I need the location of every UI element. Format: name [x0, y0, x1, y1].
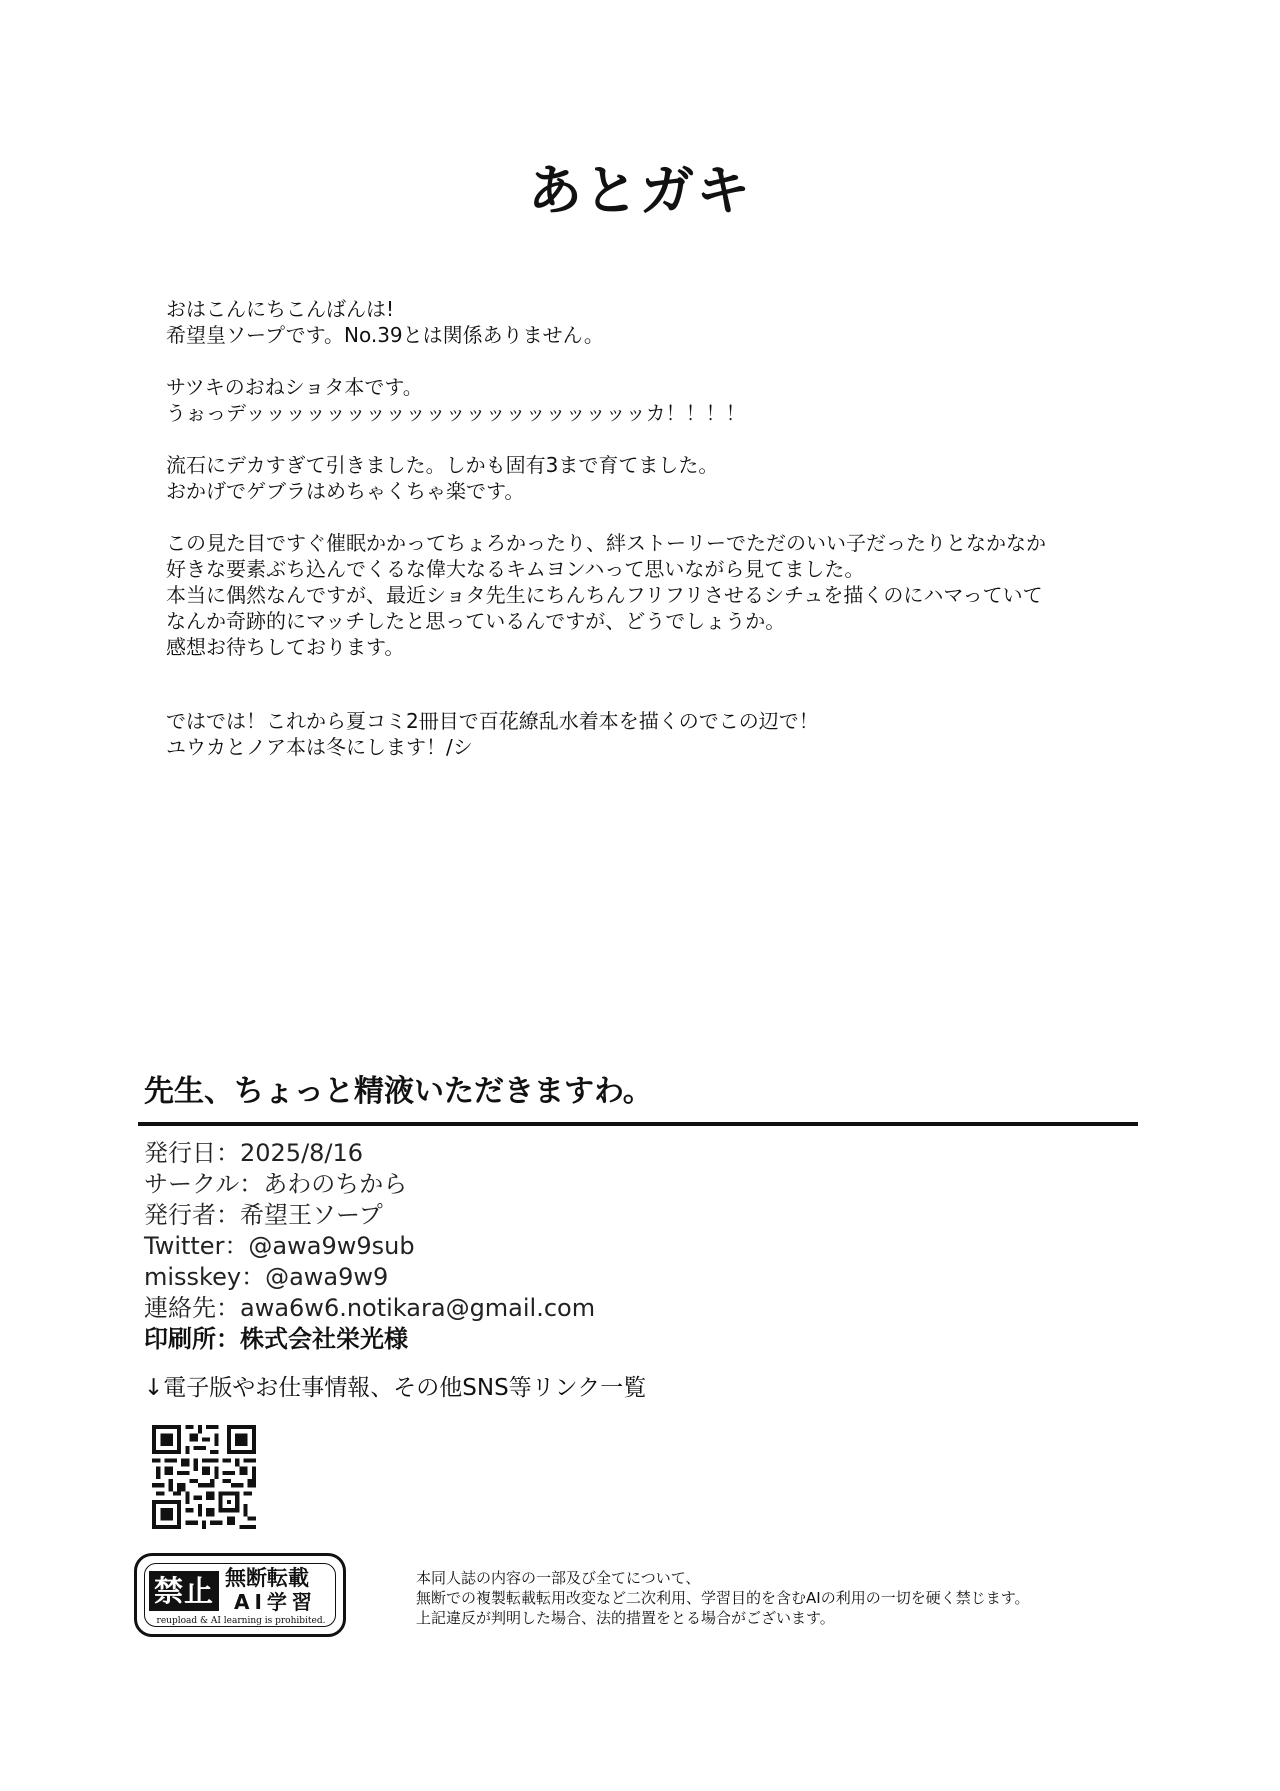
afterword-paragraph	[166, 452, 1126, 504]
page-title: あとガキ	[528, 159, 752, 222]
badge-line-1: 無断転載	[225, 1566, 309, 1590]
afterword-paragraph	[166, 296, 1126, 348]
book-title: 先生、ちょっと精液いただきますわ。	[144, 1074, 653, 1109]
colophon	[138, 1068, 1138, 1403]
afterword-line: 感想お待ちしております。	[166, 635, 405, 659]
afterword-line: サツキのおねショタ本です。	[166, 375, 423, 399]
no-reupload-badge	[134, 1553, 346, 1637]
divider	[138, 1122, 1138, 1126]
badge-english: reupload & AI learning is prohibited.	[156, 1616, 326, 1626]
afterword-line: 希望皇ソープです。No.39とは関係ありません。	[166, 323, 604, 347]
afterword-line: 好きな要素ぶち込んでくるな偉大なるキムヨンハって思いながら見てました。	[166, 557, 865, 581]
badge-prohibited-label: 禁止	[149, 1571, 219, 1611]
afterword-paragraph	[166, 374, 1126, 426]
printer: 印刷所：株式会社栄光様	[144, 1325, 408, 1353]
afterword-line: なんか奇跡的にマッチしたと思っているんですが、どうでしょうか。	[166, 609, 786, 633]
notice-line: 無断での複製転載転用改変など二次利用、学習目的を含むAIの利用の一切を硬く禁じます。	[416, 1589, 1030, 1607]
afterword-body	[166, 296, 1126, 786]
publisher: 発行者：希望王ソープ	[144, 1201, 383, 1229]
badge-line-2: AI学習	[234, 1590, 317, 1614]
contact-email: 連絡先：awa6w6.notikara@gmail.com	[144, 1294, 596, 1322]
notice-line: 上記違反が判明した場合、法的措置をとる場合がございます。	[416, 1609, 835, 1627]
afterword-paragraph	[166, 708, 1126, 760]
misskey-handle: misskey：@awa9w9	[144, 1263, 389, 1291]
qr-code-icon[interactable]	[152, 1425, 256, 1529]
links-note: ↓電子版やお仕事情報、その他SNS等リンク一覧	[144, 1375, 647, 1401]
publication-info	[138, 1138, 1138, 1355]
afterword-line: 流石にデカすぎて引きました。しかも固有3まで育てました。	[166, 453, 719, 477]
afterword-paragraph	[166, 530, 1126, 660]
notice-line: 本同人誌の内容の一部及び全てについて、	[416, 1569, 701, 1587]
copyright-notice	[416, 1568, 1156, 1628]
publish-date: 発行日：2025/8/16	[144, 1139, 364, 1167]
afterword-line: おかげでゲブラはめちゃくちゃ楽です。	[166, 479, 525, 503]
circle-name: サークル：あわのちから	[144, 1170, 408, 1198]
twitter-handle: Twitter：@awa9w9sub	[144, 1232, 415, 1260]
afterword-line: この見た目ですぐ催眠かかってちょろかったり、絆ストーリーでただのいい子だったりとなかなか	[166, 531, 1046, 555]
afterword-line: おはこんにちこんばんは!	[166, 297, 395, 321]
afterword-line: ではでは！これから夏コミ2冊目で百花繚乱水着本を描くのでこの辺で！	[166, 709, 819, 733]
afterword-line: うぉっデッッッッッッッッッッッッッッッッッッッッカ！！！！	[166, 401, 746, 425]
afterword-line: 本当に偶然なんですが、最近ショタ先生にちんちんフリフリさせるシチュを描くのにハマっていて	[166, 583, 1043, 607]
afterword-line: ユウカとノア本は冬にします！/シ	[166, 735, 473, 759]
